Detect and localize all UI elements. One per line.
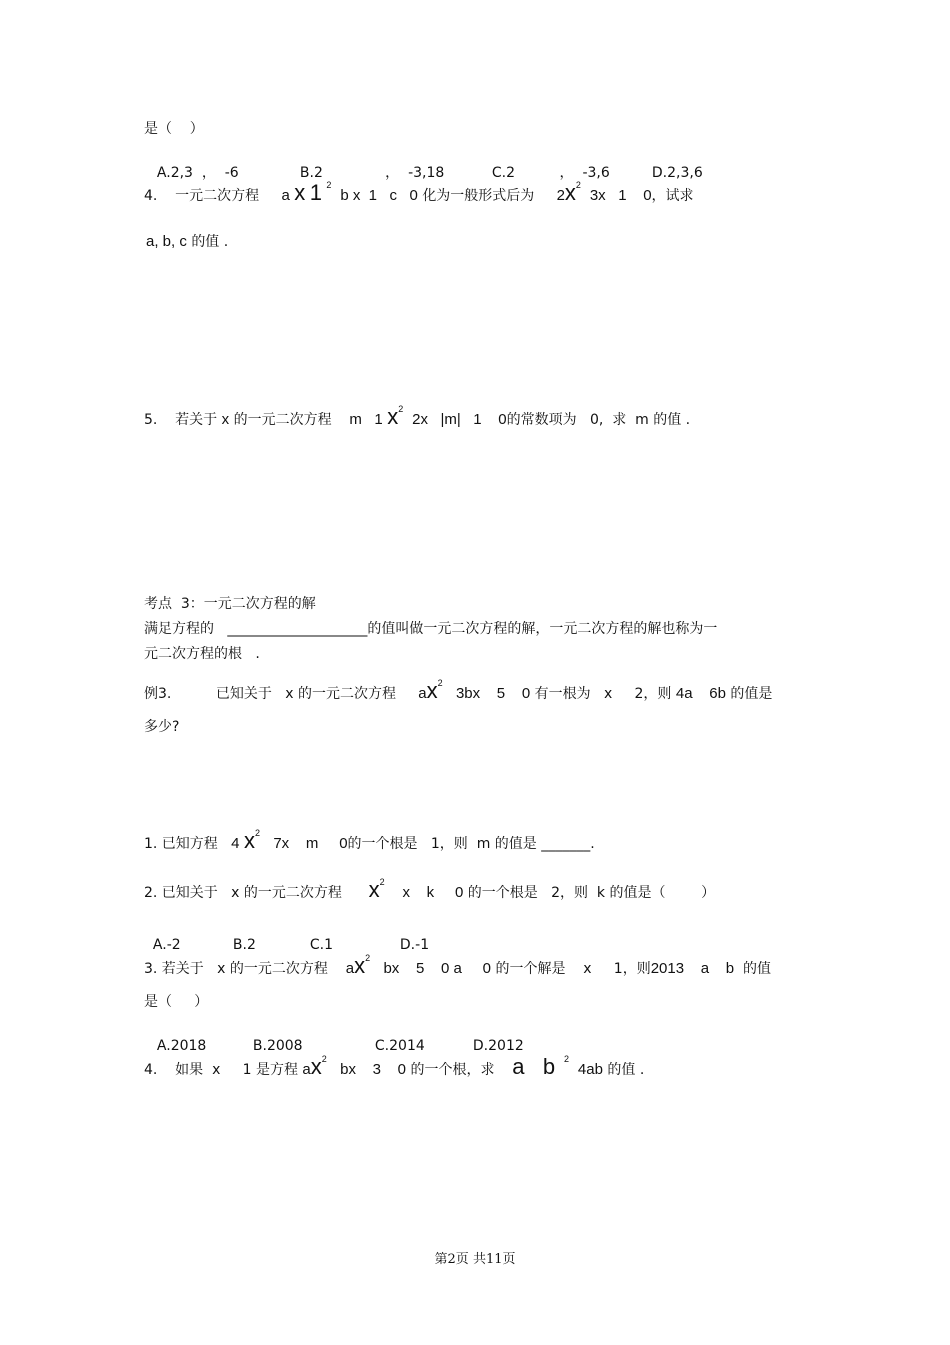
- option-c: C.2 ， -3,6: [491, 165, 610, 181]
- page-number: 第2页: [434, 1252, 469, 1267]
- question-tail: 是（ ）: [144, 121, 204, 137]
- option-d: D.-1: [399, 937, 430, 953]
- question-5: 5. 若关于 x 的一元二次方程 m 1 $x^2$ 2x |m| 1 0的常数项为 0, 求 m 的值 .: [144, 404, 691, 429]
- option-b: B.2: [232, 937, 256, 953]
- option-a: A.-2: [152, 937, 181, 953]
- section-definition-line2: 元二次方程的根 .: [144, 646, 260, 662]
- fill-blank: ____________________: [227, 621, 368, 637]
- practice-4: 4. 如果 x 1 是方程 $ax^2$ bx 3 0 的一个根，求 a b $^2$ 4ab 的值 .: [144, 1054, 645, 1079]
- practice-3: 3. 若关于 x 的一元二次方程 $ax^2$ bx 5 0 a 0 的一个解是 x 1，则2013 a b 的值: [144, 953, 772, 978]
- option-c: C.2014: [374, 1038, 425, 1054]
- question-4: 4. 一元二次方程 a x 1 $^2$ b x 1 c 0 化为一般形式后为 $2x^2$ 3x 1 0，试求: [144, 180, 694, 205]
- option-d: D.2,3,6: [651, 165, 703, 181]
- practice-2: 2. 已知关于 x 的一元二次方程 $x^2$ x k 0 的一个根是 2，则 k 的值是（ ）: [144, 877, 716, 902]
- example-3-line2: 多少?: [144, 719, 180, 735]
- example-3: 例3. 已知关于 x 的一元二次方程 $ax^2$ 3bx 5 0 有一根为 x 2，则 4a 6b 的值是: [144, 678, 773, 703]
- practice-1: 1. 已知方程 4 $x^2$ 7x m 0的一个根是 1，则 m 的值是 _______.: [144, 828, 595, 853]
- option-c: C.1: [309, 937, 334, 953]
- practice-2-options: [144, 918, 429, 954]
- option-b: B.2008: [252, 1038, 303, 1054]
- page-footer: [0, 1248, 950, 1267]
- option-b: B.2 ， -3,18: [299, 165, 445, 181]
- section-title: 考点 3：一元二次方程的解: [144, 596, 316, 612]
- practice-3-line2: 是（ ）: [144, 994, 209, 1010]
- question-4-line2: a, b, c 的值 .: [146, 233, 229, 250]
- option-a: A.2018: [156, 1038, 207, 1054]
- options-row: [148, 146, 703, 182]
- practice-3-options: [148, 1019, 524, 1055]
- option-d: D.2012: [472, 1038, 524, 1054]
- option-a: A.2,3 ， -6: [156, 165, 239, 181]
- section-definition: 满足方程的 ____________________的值叫做一元二次方程的解，一元二次方程的解也称为一: [144, 621, 718, 637]
- page-total: 共11页: [472, 1252, 516, 1267]
